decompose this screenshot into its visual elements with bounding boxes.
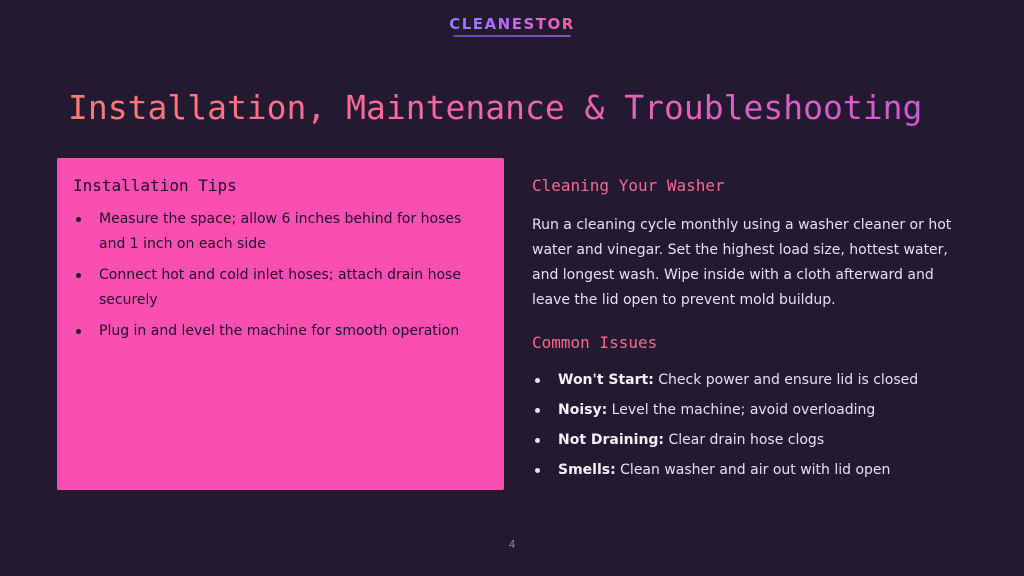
cleaning-paragraph: Run a cleaning cycle monthly using a washer cleaner or hot water and vinegar. Set the highest load size, hottest water, and longest wash. Wipe inside with a cloth afterward and leave the lid open to prevent mold buildup. bbox=[532, 217, 952, 308]
list-item bbox=[532, 428, 972, 453]
installation-tips-heading: Installation Tips bbox=[73, 176, 237, 195]
list-item bbox=[532, 368, 972, 393]
issue-description: Level the machine; avoid overloading bbox=[607, 402, 876, 418]
installation-tips-card bbox=[57, 158, 504, 490]
list-item: Measure the space; allow 6 inches behind for hoses and 1 inch on each side bbox=[73, 207, 488, 257]
issue-description: Clean washer and air out with lid open bbox=[615, 462, 891, 478]
page-number: 4 bbox=[508, 538, 516, 551]
issue-term: Not Draining: bbox=[558, 432, 665, 448]
issue-term: Won't Start: bbox=[558, 372, 654, 388]
issue-term: Smells: bbox=[558, 462, 616, 478]
list-item: Plug in and level the machine for smooth operation bbox=[73, 319, 488, 344]
common-issues-list bbox=[532, 368, 972, 483]
list-item bbox=[532, 458, 972, 483]
issue-term: Noisy: bbox=[558, 402, 608, 418]
right-column bbox=[532, 176, 972, 488]
issue-description: Clear drain hose clogs bbox=[664, 432, 825, 448]
brand-logo bbox=[0, 14, 1024, 37]
list-item: Connect hot and cold inlet hoses; attach drain hose securely bbox=[73, 263, 488, 313]
issue-description: Check power and ensure lid is closed bbox=[653, 372, 919, 388]
common-issues-heading: Common Issues bbox=[532, 333, 658, 352]
logo-tagline-graphic bbox=[453, 35, 571, 37]
installation-tips-list bbox=[73, 207, 488, 344]
slide-title: Installation, Maintenance & Troubleshooting bbox=[68, 88, 923, 127]
cleaning-heading: Cleaning Your Washer bbox=[532, 176, 725, 195]
logo-wordmark: CLEANESTOR bbox=[449, 15, 575, 33]
list-item bbox=[532, 398, 972, 423]
